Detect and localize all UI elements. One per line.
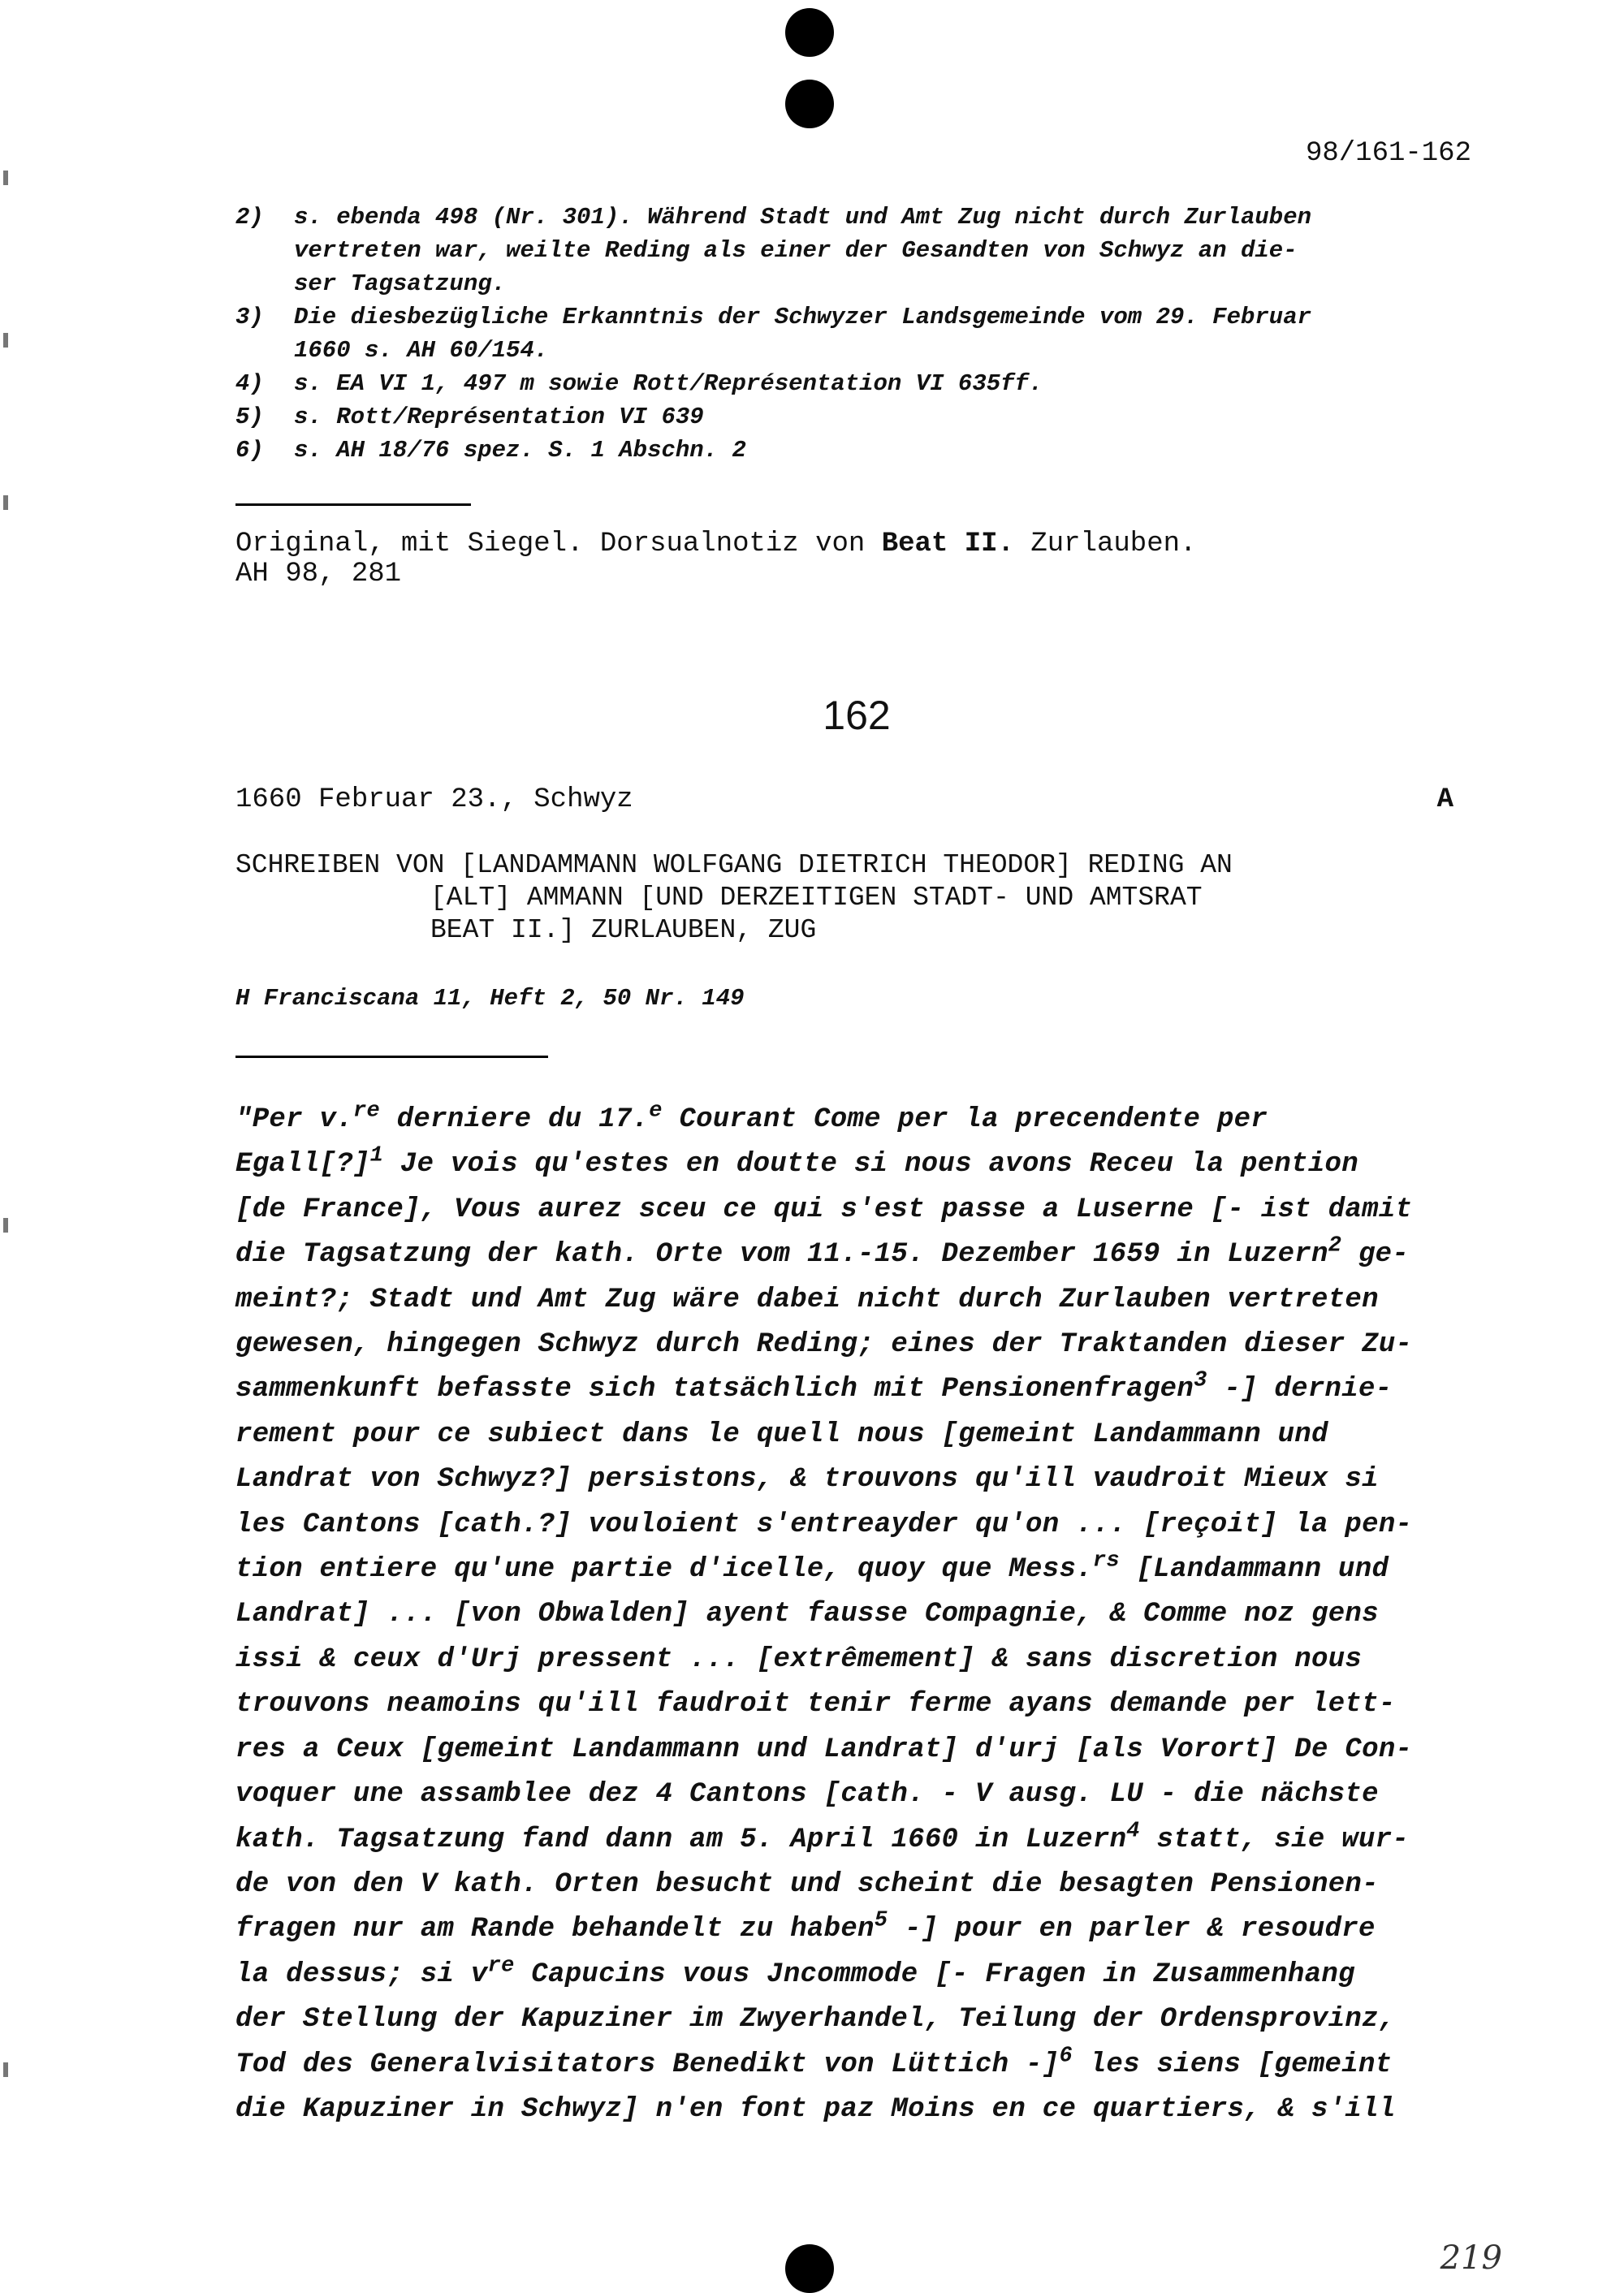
- letter-line: Landrat] ... [von Obwalden] ayent fausse Compagnie, & Comme noz gens: [235, 1599, 1379, 1630]
- date-place: 1660 Februar 23., Schwyz: [235, 784, 633, 815]
- letter-line: de von den V kath. Orten besucht und scheint die besagten Pensionen-: [235, 1868, 1379, 1900]
- superscript: re: [487, 1954, 515, 1979]
- footnotes: [235, 201, 1478, 467]
- superscript: 3: [1194, 1369, 1207, 1394]
- document-heading: [235, 849, 1486, 947]
- footnote-number: 4): [235, 370, 264, 397]
- page-reference: 98/161-162: [1305, 138, 1471, 169]
- footnote-line: s. Rott/Représentation VI 639: [294, 404, 704, 430]
- punch-hole-top: [785, 8, 834, 57]
- heading-line: [ALT] AMMANN [UND DERZEITIGEN STADT- UND AMTSRAT: [430, 883, 1203, 913]
- superscript: 5: [874, 1908, 888, 1933]
- letter-line: trouvons neamoins qu'ill faudroit tenir ferme ayans demande per lett-: [235, 1689, 1396, 1721]
- footnote-number: 3): [235, 304, 264, 330]
- archive-source: H Franciscana 11, Heft 2, 50 Nr. 149: [235, 985, 745, 1012]
- scan-edge-mark: [3, 495, 8, 510]
- letter-line: la dessus; si $v^{re}$ Capucins vous Jncommode [- Fragen in Zusammenhang: [235, 1954, 1355, 1990]
- footnote: [235, 201, 1478, 300]
- letter-line: les Cantons [cath.?] vouloient s'entreayder qu'on ... [reçoit] la pen-: [235, 1509, 1413, 1540]
- document-number: 162: [823, 693, 891, 738]
- letter-text: [235, 1098, 1478, 2132]
- superscript: e: [649, 1099, 663, 1124]
- superscript: 4: [1126, 1819, 1140, 1844]
- letter-line: der Stellung der Kapuziner im Zwyerhandel, Teilung der Ordensprovinz,: [235, 2004, 1396, 2036]
- heading-line: SCHREIBEN VON [LANDAMMANN WOLFGANG DIETRICH THEODOR] REDING AN: [235, 850, 1233, 880]
- letter-line: fragen nur am Rande behandelt zu haben$^5$ -] pour en parler & resoudre: [235, 1908, 1376, 1945]
- letter-line: kath. Tagsatzung fand dann am 5. April 1660 in Luzern$^4$ statt, sie wur-: [235, 1819, 1410, 1855]
- document-mark: A: [1436, 784, 1453, 815]
- footnote-line: s. AH 18/76 spez. S. 1 Abschn. 2: [294, 437, 746, 464]
- letter-line: gewesen, hingegen Schwyz durch Reding; eines der Traktanden dieser Zu-: [235, 1329, 1413, 1361]
- letter-line: die Tagsatzung der kath. Orte vom 11.-15. Dezember 1659 in Luzern$^2$ ge-: [235, 1233, 1410, 1271]
- footnote-line: s. ebenda 498 (Nr. 301). Während Stadt und Amt Zug nicht durch Zurlauben: [294, 204, 1312, 231]
- provenance-text: Original, mit Siegel. Dorsualnotiz von: [235, 529, 882, 559]
- superscript: rs: [1092, 1548, 1120, 1574]
- footnote-number: 5): [235, 404, 264, 430]
- divider: [235, 1056, 548, 1058]
- footnote: [235, 434, 1478, 467]
- scan-edge-mark: [3, 2062, 8, 2077]
- provenance-line: [235, 529, 1196, 559]
- footnote: [235, 367, 1478, 400]
- provenance: [235, 529, 1196, 589]
- footnote: [235, 400, 1478, 434]
- letter-line: "Per v.$^{re}$ derniere du 17.$^e$ Courant Come per la precendente per: [235, 1099, 1268, 1135]
- scan-edge-mark: [3, 171, 8, 185]
- superscript: 1: [369, 1144, 384, 1169]
- footnote-number: 6): [235, 437, 264, 464]
- letter-line: tion entiere qu'une partie d'icelle, quoy que Mess.$^{rs}$ [Landammann und: [235, 1548, 1389, 1586]
- divider: [235, 503, 471, 506]
- letter-line: Egall[?]$^1$ Je vois qu'estes en doutte si nous avons Receu la pention: [235, 1144, 1358, 1181]
- footnote-line: Die diesbezügliche Erkanntnis der Schwyzer Landsgemeinde vom 29. Februar: [294, 304, 1312, 330]
- punch-hole-bottom: [785, 2244, 834, 2293]
- letter-line: Tod des Generalvisitators Benedikt von Lüttich -]$^6$ les siens [gemeint: [235, 2044, 1393, 2080]
- superscript: re: [352, 1099, 380, 1124]
- letter-line: sammenkunft befasste sich tatsächlich mit Pensionenfragen$^3$ -] dernie-: [235, 1369, 1393, 1406]
- date-place-line: [235, 784, 1453, 815]
- letter-line: meint?; Stadt und Amt Zug wäre dabei nicht durch Zurlauben vertreten: [235, 1284, 1379, 1315]
- scan-edge-mark: [3, 333, 8, 348]
- heading-line: BEAT II.] ZURLAUBEN, ZUG: [430, 915, 817, 945]
- letter-line: [de France], Vous aurez sceu ce qui s'est passe a Luserne [- ist damit: [235, 1194, 1413, 1225]
- footnote-line: ser Tagsatzung.: [294, 270, 507, 297]
- punch-hole-second: [785, 80, 834, 128]
- letter-line: res a Ceux [gemeint Landammann und Landrat] d'urj [als Vorort] De Con-: [235, 1734, 1413, 1765]
- footnote: [235, 300, 1478, 367]
- footnote-line: 1660 s. AH 60/154.: [294, 337, 549, 364]
- letter-line: issi & ceux d'Urj pressent ... [extrêmement] & sans discretion nous: [235, 1643, 1363, 1675]
- superscript: 2: [1328, 1233, 1342, 1259]
- provenance-ref: AH 98, 281: [235, 559, 402, 589]
- provenance-name: Beat II.: [881, 529, 1014, 559]
- footnote-line: s. EA VI 1, 497 m sowie Rott/Représentation VI 635ff.: [294, 370, 1043, 397]
- handwritten-page-number: 219: [1440, 2239, 1502, 2277]
- footnote-number: 2): [235, 204, 264, 231]
- footnote-line: vertreten war, weilte Reding als einer der Gesandten von Schwyz an die-: [294, 237, 1298, 264]
- letter-line: die Kapuziner in Schwyz] n'en font paz Moins en ce quartiers, & s'ill: [235, 2093, 1396, 2125]
- superscript: 6: [1059, 2044, 1073, 2069]
- letter-line: Landrat von Schwyz?] persistons, & trouvons qu'ill vaudroit Mieux si: [235, 1464, 1379, 1496]
- scan-edge-mark: [3, 1218, 8, 1233]
- letter-line: rement pour ce subiect dans le quell nous [gemeint Landammann und: [235, 1419, 1328, 1450]
- provenance-text: Zurlauben.: [1013, 529, 1197, 559]
- letter-line: voquer une assamblee dez 4 Cantons [cath. - V ausg. LU - die nächste: [235, 1779, 1379, 1811]
